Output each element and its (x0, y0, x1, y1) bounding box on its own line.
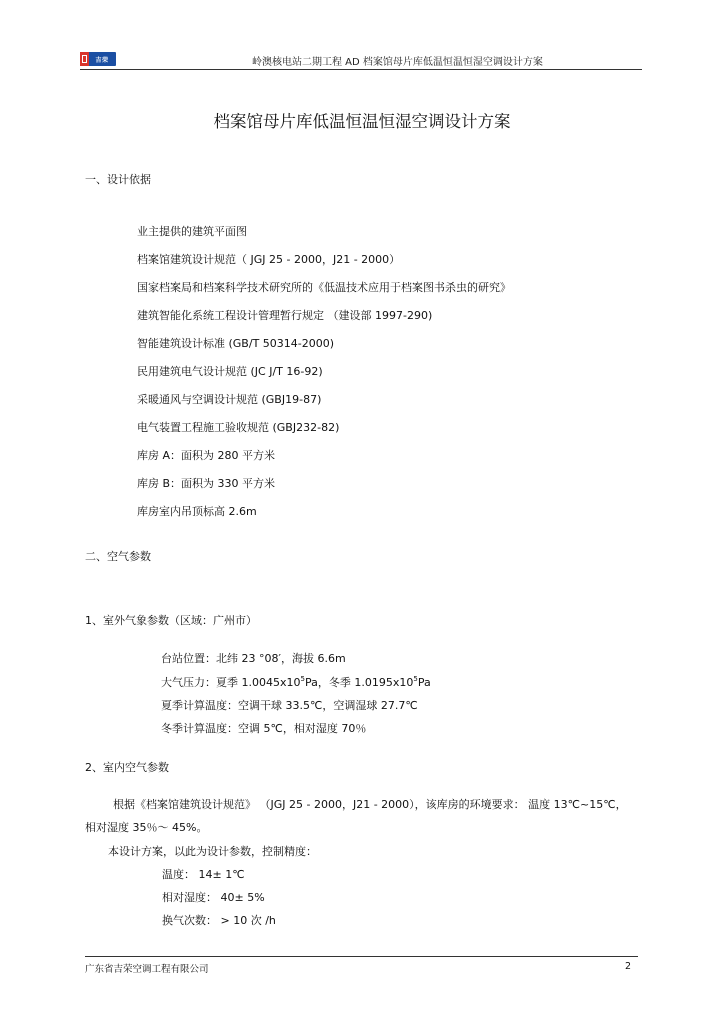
pressure-exponent-2: 5 (413, 675, 418, 683)
list-item: 档案馆建筑设计规范（ JGJ 25 - 2000，J21 - 2000） (137, 253, 401, 266)
header-divider (80, 69, 642, 70)
list-item: 库房 A：面积为 280 平方米 (137, 449, 276, 462)
pressure-mid: Pa，冬季 1.0195x10 (304, 676, 414, 689)
document-title: 档案馆母片库低温恒温恒湿空调设计方案 (213, 112, 511, 131)
winter-design-temp: 冬季计算温度：空调 5℃，相对湿度 70％ (161, 722, 367, 735)
page-number: 2 (625, 961, 632, 972)
pressure-suffix: Pa (417, 676, 431, 689)
subsection-heading-outdoor: 1、室外气象参数（区域：广州市） (85, 614, 257, 627)
list-item: 库房室内吊顶标高 2.6m (137, 505, 257, 518)
section-heading-design-basis: 一、设计依据 (85, 173, 151, 186)
indoor-requirement-paragraph: 根据《档案馆建筑设计规范》 （JGJ 25 - 2000，J21 - 2000），该库房的环境要求： 温度 13℃~15℃， (113, 798, 627, 811)
list-item: 智能建筑设计标准 (GB/T 50314-2000) (137, 337, 335, 350)
list-item: 建筑智能化系统工程设计管理暂行规定 （建设部 1997-290) (137, 309, 433, 322)
list-item: 民用建筑电气设计规范 (JC J/T 16-92) (137, 365, 323, 378)
list-item: 国家档案局和档案科学技术研究所的《低温技术应用于档案图书杀虫的研究》 (137, 281, 511, 294)
company-logo (80, 52, 116, 66)
temperature-tolerance: 温度： 14± 1℃ (162, 868, 245, 881)
footer-company: 广东省吉荣空调工程有限公司 (85, 964, 209, 975)
pressure-exponent: 5 (300, 675, 305, 683)
summer-design-temp: 夏季计算温度：空调干球 33.5℃，空调湿球 27.7℃ (161, 699, 418, 712)
atmospheric-pressure (161, 674, 431, 690)
footer-divider (85, 956, 638, 957)
logo-text: 吉荣 (95, 56, 109, 64)
section-heading-air-parameters: 二、空气参数 (85, 550, 151, 563)
design-basis-statement: 本设计方案，以此为设计参数，控制精度： (108, 845, 317, 858)
station-location: 台站位置：北纬 23 °08′，海拔 6.6m (161, 652, 346, 665)
list-item: 业主提供的建筑平面图 (137, 225, 247, 238)
air-change-rate: 换气次数： > 10 次 /h (162, 914, 276, 927)
humidity-tolerance: 相对湿度： 40± 5% (162, 891, 265, 904)
subsection-heading-indoor: 2、室内空气参数 (85, 761, 169, 774)
list-item: 电气装置工程施工验收规范 (GBJ232-82) (137, 421, 340, 434)
list-item: 库房 B：面积为 330 平方米 (137, 477, 276, 490)
logo-mark-icon (80, 52, 89, 66)
indoor-requirement-continuation: 相对湿度 35％～ 45%。 (85, 821, 208, 834)
running-title: 岭澳核电站二期工程 AD 档案馆母片库低温恒温恒湿空调设计方案 (252, 57, 543, 68)
pressure-prefix: 大气压力：夏季 1.0045x10 (161, 676, 301, 689)
list-item: 采暖通风与空调设计规范 (GBJ19-87) (137, 393, 322, 406)
